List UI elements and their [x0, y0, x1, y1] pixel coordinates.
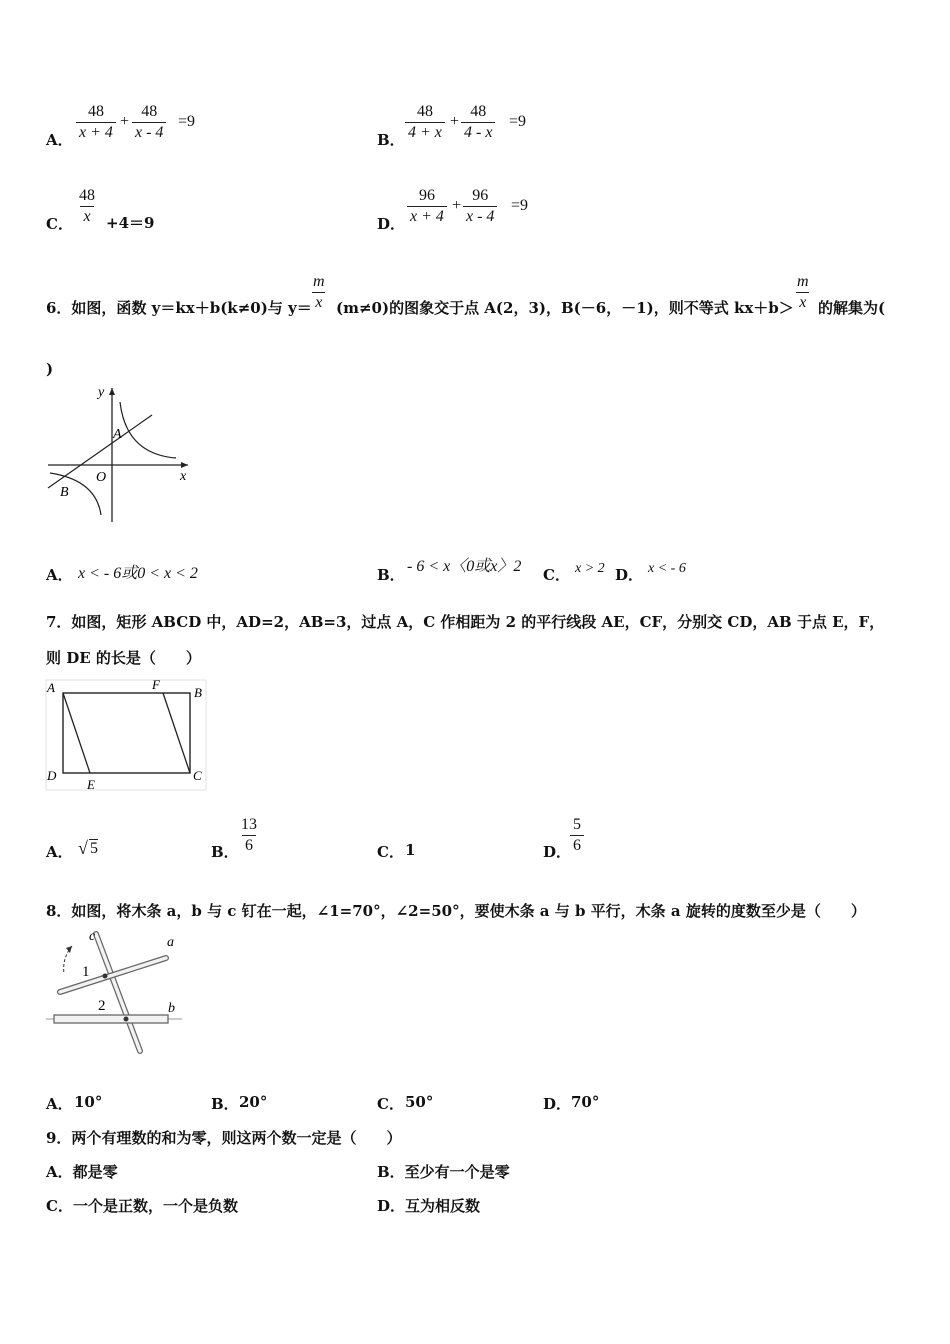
vertex-b-label: B	[194, 685, 202, 700]
q8-sticks-figure	[42, 926, 192, 1058]
segment-cf	[163, 693, 190, 773]
q5-c-fraction: $\frac{48}{x}$	[79, 187, 95, 225]
q7-option-a-radicand: 5	[90, 840, 98, 857]
q7-option-a-label: A．	[46, 843, 73, 861]
q7-text-line-2: 则 DE 的长是（ ）	[46, 649, 201, 667]
q7-option-c-text: 1	[405, 841, 416, 859]
q5-d-fraction-1: $\frac{96}{x + 4}$	[407, 186, 447, 227]
q8-option-c-text: 50°	[405, 1093, 434, 1111]
q9-option-d: D．互为相反数	[377, 1197, 481, 1215]
q7-rectangle-figure	[42, 678, 210, 793]
y-axis-arrow-icon	[109, 388, 115, 395]
q6-fraction-2: $\frac{m}{x}$	[797, 273, 809, 311]
angle-1-label: 1	[82, 964, 90, 980]
equation-rhs: =9	[511, 197, 529, 214]
q7-option-b-label: B．	[211, 843, 239, 861]
q7-text-line-1: 7．如图，矩形 ABCD 中，AD=2，AB=3，过点 A，C 作相距为 2 的平行线段 AE，CF，分别交 CD，AB 于点 E，F，	[46, 613, 885, 631]
q8-option-d-text: 70°	[571, 1093, 600, 1111]
q8-text: 8．如图，将木条 a，b 与 c 钉在一起，∠1=70°，∠2=50°，要使木条 a 与 b 平行，木条 a 旋转的度数至少是（ ）	[46, 902, 866, 920]
q8-option-d-label: D．	[543, 1095, 572, 1113]
q5-option-d-label: D．	[377, 215, 406, 233]
q5-option-c-label: C．	[46, 215, 73, 233]
square-root-icon: √	[78, 838, 88, 858]
equation-rhs: =9	[509, 113, 527, 130]
q6-option-c-label: C．	[543, 566, 570, 584]
stick-c-label: c	[89, 929, 96, 944]
q7-option-c-label: C．	[377, 843, 404, 861]
q5-option-a-label: A．	[46, 131, 73, 149]
q6-text-1: 6．如图，函数 y＝kx＋b(k≠0)与 y＝	[46, 299, 312, 317]
point-b-label: B	[60, 485, 69, 500]
q7-option-d-label: D．	[543, 843, 572, 861]
q7-option-d-fraction: $\frac{5}{6}$	[570, 815, 584, 856]
q6-option-a-label: A．	[46, 566, 73, 584]
point-f-label: F	[152, 678, 160, 692]
nail-icon	[103, 974, 108, 979]
q9-option-c: C．一个是正数，一个是负数	[46, 1197, 238, 1215]
q6-option-c-text: x > 2	[575, 561, 605, 576]
q8-option-b-label: B．	[211, 1095, 239, 1113]
segment-ae	[63, 693, 90, 773]
nail-icon	[124, 1017, 129, 1022]
vertex-a-label: A	[47, 680, 55, 695]
q5-d-fraction-2: $\frac{96}{x - 4}$	[463, 186, 497, 227]
q6-text-4: )	[46, 360, 54, 378]
y-axis-label: y	[98, 385, 105, 400]
q6-text-2: (m≠0)的图象交于点 A(2，3)，B(－6，－1)，则不等式 kx＋b＞	[336, 299, 794, 317]
q9-option-b: B．至少有一个是零	[377, 1163, 510, 1181]
stick-b-label: b	[168, 1001, 175, 1016]
hyperbola-branch-left	[50, 473, 101, 515]
q6-option-b-text: - 6 < x〈0或x〉2	[407, 558, 522, 575]
q8-option-a-label: A．	[46, 1095, 73, 1113]
q6-option-d-text: x < - 6	[648, 561, 686, 576]
q5-a-fraction-1: $\frac{48}{x + 4}$	[76, 102, 116, 143]
stick-b	[54, 1015, 168, 1023]
vertex-d-label: D	[47, 768, 57, 783]
plus-sign: +	[120, 113, 130, 130]
q5-b-fraction-2: $\frac{48}{4 - x}$	[461, 102, 495, 143]
q8-option-c-label: C．	[377, 1095, 404, 1113]
q5-b-fraction-1: $\frac{48}{4 + x}$	[405, 102, 445, 143]
angle-2-label: 2	[98, 998, 106, 1014]
plus-sign: +	[452, 197, 462, 214]
hyperbola-branch-right	[120, 402, 176, 458]
q6-fraction-1: $\frac{m}{x}$	[313, 273, 325, 311]
point-a-label: A	[113, 427, 122, 442]
q6-text-3: 的解集为(	[818, 299, 886, 317]
stick-c-inner	[96, 934, 140, 1051]
q8-option-a-text: 10°	[74, 1093, 103, 1111]
rectangle-abcd	[63, 693, 190, 773]
q5-a-fraction-2: $\frac{48}{x - 4}$	[132, 102, 166, 143]
q6-option-d-label: D．	[615, 566, 644, 584]
q5-option-b-label: B．	[377, 131, 405, 149]
equation-rest: +4＝9	[106, 214, 155, 232]
q6-option-b-label: B．	[377, 566, 405, 584]
q8-option-b-text: 20°	[239, 1093, 268, 1111]
x-axis-arrow-icon	[181, 462, 188, 468]
q6-option-a-text: x < - 6或0 < x < 2	[78, 565, 198, 582]
q9-text: 9．两个有理数的和为零，则这两个数一定是（ ）	[46, 1129, 402, 1147]
point-e-label: E	[87, 777, 95, 792]
stick-a-label: a	[167, 935, 174, 950]
origin-label: O	[96, 470, 107, 485]
q7-option-b-fraction: $\frac{13}{6}$	[241, 816, 257, 854]
q9-option-a: A．都是零	[46, 1163, 118, 1181]
plus-sign: +	[450, 113, 460, 130]
q6-function-graph	[40, 380, 200, 525]
vertex-c-label: C	[193, 768, 202, 783]
equation-rhs: =9	[178, 113, 196, 130]
rotation-arrow-icon	[66, 946, 72, 953]
x-axis-label: x	[180, 469, 187, 484]
